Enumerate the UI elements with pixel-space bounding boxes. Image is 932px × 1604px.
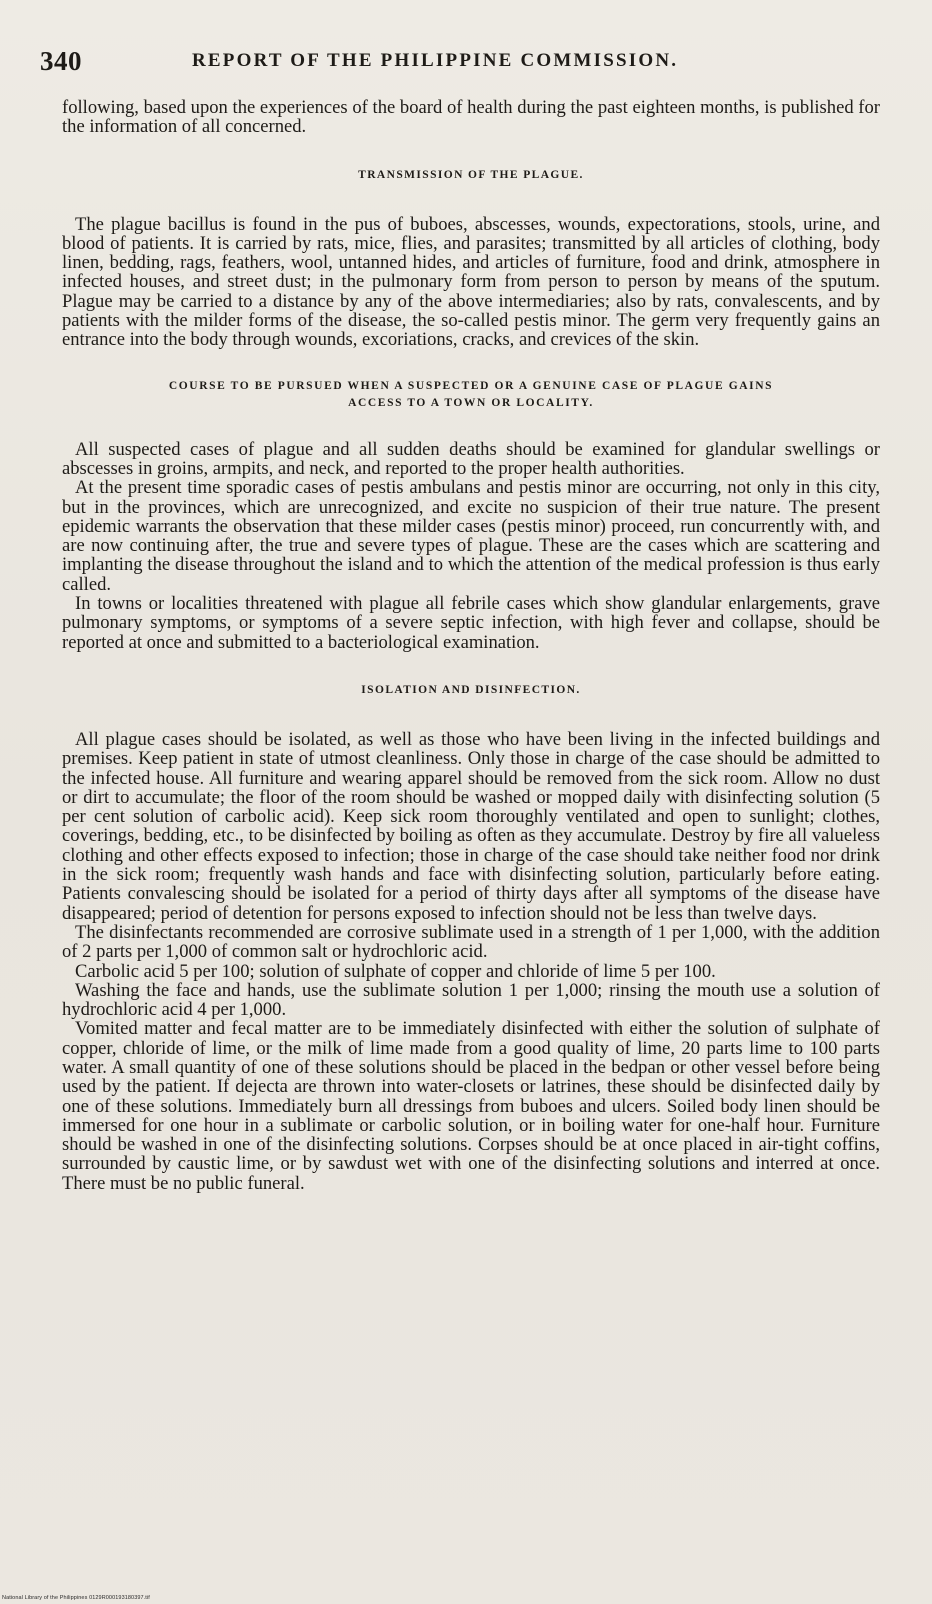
report-title: REPORT OF THE PHILIPPINE COMMISSION. [192, 50, 679, 71]
section-heading-course-line1: COURSE TO BE PURSUED WHEN A SUSPECTED OR A GENUINE CASE OF PLAGUE GAINS [168, 379, 774, 392]
scan-credit: National Library of the Philippines 0129R000193180397.tif [2, 1595, 150, 1601]
section-heading-isolation: ISOLATION AND DISINFECTION. [361, 683, 581, 696]
paragraph-isolation: All plague cases should be isolated, as well as those who have been living in the infected buildings and premises. Keep patient in state of utmost cleanliness. Only those in charge of the case should be admitted to the infected house. All furniture and wearing apparel should be removed from the sick room. Allow no dust or dirt to accumulate; the floor of the room should be washed or mopped daily with disinfecting solution (5 per cent solution of carbolic acid). Keep sick room thoroughly ventilated and open to sunlight; clothes, coverings, bedding, etc., to be disinfected by boiling as often as they accumulate. Destroy by fire all valueless clothing and other effects exposed to infection; those in charge of the case should take neither food nor drink in the sick room; frequently wash hands and face with disinfecting solution, particularly before eating. Patients convalescing should be isolated for a period of thirty days after all symptoms of the disease have disappeared; period of detention for persons exposed to infection should not be less than twelve days. [62, 728, 880, 924]
paragraph-disinfectants: The disinfectants recommended are corrosive sublimate used in a strength of 1 per 1,000, with the addition of 2 parts per 1,000 of common salt or hydrochloric acid. [62, 921, 880, 963]
paragraph-washing: Washing the face and hands, use the sublimate solution 1 per 1,000; rinsing the mouth use a solution of hydrochloric acid 4 per 1,000. [62, 979, 880, 1021]
section-heading-transmission: TRANSMISSION OF THE PLAGUE. [358, 168, 584, 181]
paragraph-febrile-cases: In towns or localities threatened with plague all febrile cases which show glandular enlargements, grave pulmonary symptoms, or symptoms of a severe septic infection, with high fever and collapse, should be reported at once and submitted to a bacteriological examination. [62, 593, 880, 653]
paragraph-sporadic-cases: At the present time sporadic cases of pestis ambulans and pestis minor are occurring, not only in this city, but in the provinces, which are unrecognized, and excite no suspicion of their true nature. The present epidemic warrants the observation that these milder cases (pestis minor) proceed, run concurrently with, and are now continuing after, the true and severe types of plague. These are the cases which are scattering and implanting the disease throughout the island and to which the attention of the medical profession is thus early called. [62, 477, 880, 595]
paragraph-suspected-cases: All suspected cases of plague and all sudden deaths should be examined for glandular swellings or abscesses in groins, armpits, and neck, and reported to the proper health authorities. [62, 438, 880, 479]
paragraph-vomited-matter: Vomited matter and fecal matter are to be immediately disinfected with either the solution of sulphate of copper, chloride of lime, or the milk of lime made from a good quality of lime, 20 parts lime to 100 parts water. A small quantity of one of these solutions should be placed in the bedpan or other vessel before being used by the patient. If dejecta are thrown into water-closets or latrines, these should be disinfected daily by one of these solutions. Immediately burn all dressings from buboes and ulcers. Soiled body linen should be immersed for one hour in a sublimate or carbolic solution, or in boiling water for one-half hour. Furniture should be washed in one of the disinfecting solutions. Corpses should be at once placed in air-tight coffins, surrounded by caustic lime, or by sawdust wet with one of the disinfecting solutions and interred at once. There must be no public funeral. [62, 1018, 880, 1194]
intro-paragraph: following, based upon the experiences of the board of health during the past eighteen months, is published for the information of all concerned. [62, 97, 880, 138]
paragraph-carbolic-acid: Carbolic acid 5 per 100; solution of sulphate of copper and chloride of lime 5 per 100. [75, 960, 716, 982]
paragraph-transmission: The plague bacillus is found in the pus of buboes, abscesses, wounds, expectorations, stools, urine, and blood of patients. It is carried by rats, mice, flies, and parasites; transmitted by all articles of clothing, body linen, bedding, rags, feathers, wool, untanned hides, and articles of furniture, food and drink, atmosphere in infected houses, and street dust; in the pulmonary form from person to person by means of the sputum. Plague may be carried to a distance by any of the above intermediaries; also by rats, convalescents, and by patients with the milder forms of the disease, the so-called pestis minor. The germ very frequently gains an entrance into the body through wounds, excoriations, cracks, and crevices of the skin. [62, 213, 880, 351]
page-number: 340 [40, 46, 82, 76]
section-heading-course [62, 378, 880, 412]
section-heading-course-line2: ACCESS TO A TOWN OR LOCALITY. [348, 396, 594, 409]
document-body [62, 98, 880, 1193]
running-head [40, 46, 890, 80]
